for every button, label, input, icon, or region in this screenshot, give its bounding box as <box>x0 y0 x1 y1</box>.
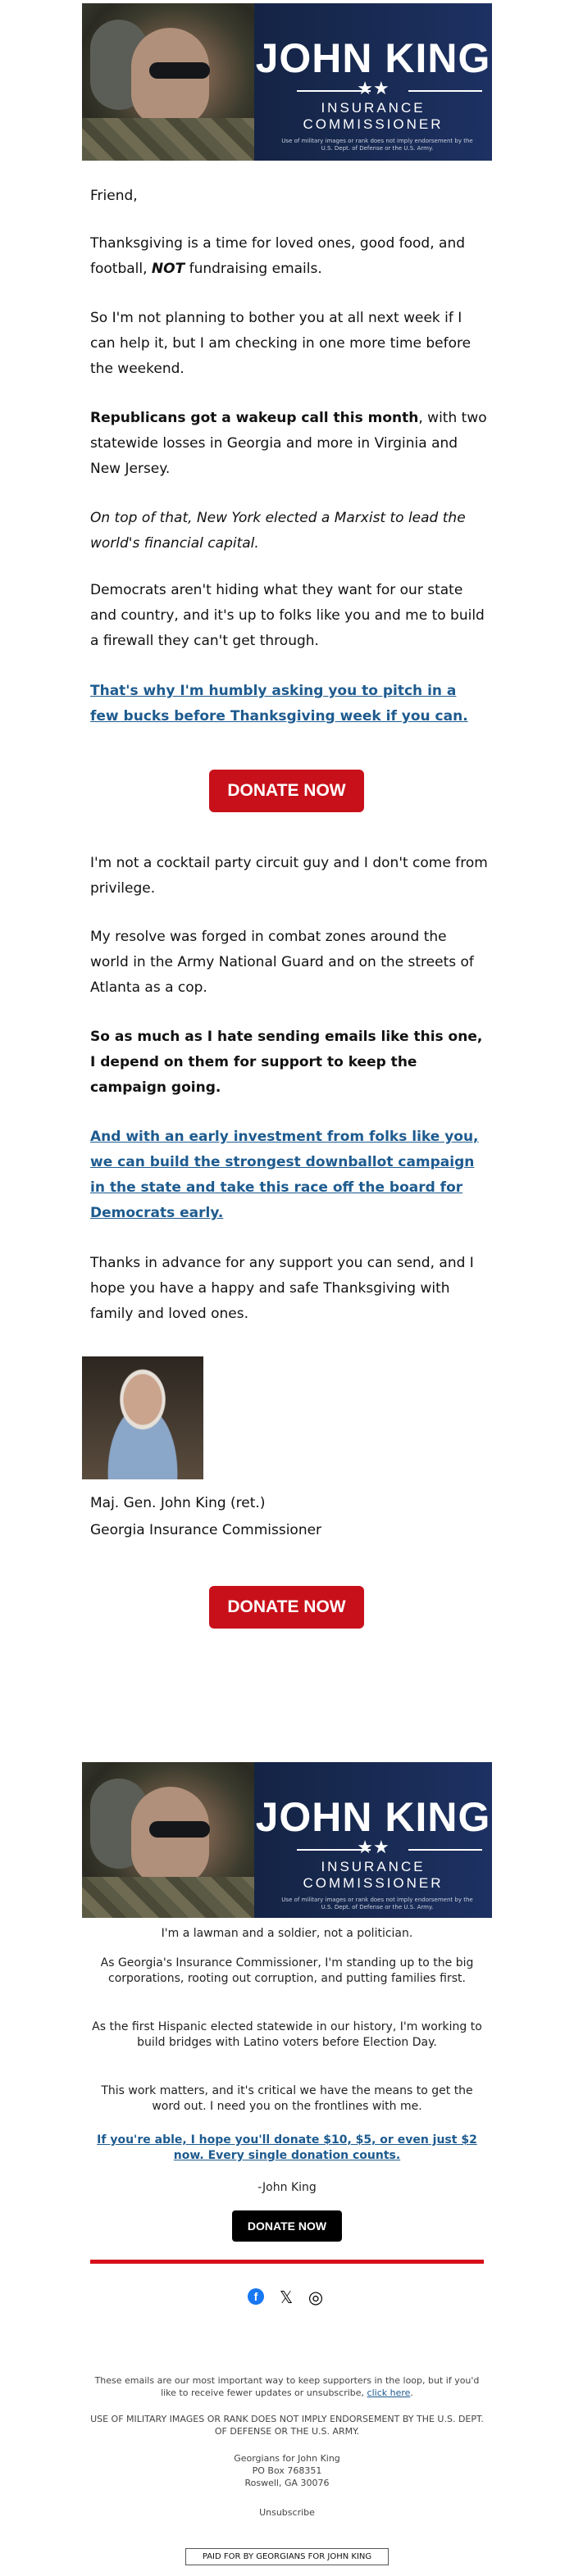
footer-stars-icon: ★★ <box>357 1838 390 1858</box>
greeting: Friend, <box>90 188 138 204</box>
appeal-link-paragraph <box>90 679 488 729</box>
facebook-icon[interactable] <box>246 2288 266 2307</box>
paragraph-privilege: I'm not a cocktail party circuit guy and I don't come from privilege. <box>90 855 488 897</box>
appeal-link-2[interactable]: And with an early investment from folks like you, we can build the strongest downballot campaign in the state and take this race off the board for Democrats early. <box>90 1129 479 1221</box>
footer-hispanic: As the first Hispanic elected statewide in our history, I'm working to build bridges with Latino voters before Election Day. <box>92 2020 482 2049</box>
svg-text:f: f <box>253 2290 258 2303</box>
header-banner <box>82 3 492 161</box>
footer-banner-name: JOHN KING <box>255 1794 491 1840</box>
signature-name: Maj. Gen. John King (ret.) <box>90 1495 266 1511</box>
paragraph-firewall: Democrats aren't hiding what they want for our state and country, and it's up to folks like you and me to build a firewall they can't get through. <box>90 582 485 649</box>
click-here-link[interactable]: click here <box>367 2387 411 2398</box>
candidate-photo-2 <box>82 1762 254 1918</box>
not-emphasis: NOT <box>151 261 185 277</box>
paragraph-resolve: My resolve was forged in combat zones around the world in the Army National Guard and on the streets of Atlanta as a cop. <box>90 929 474 996</box>
footer-divider <box>90 2260 484 2264</box>
city-address: Roswell, GA 30076 <box>244 2478 330 2488</box>
appeal-link-1[interactable]: That's why I'm humbly asking you to pitch in a few bucks before Thanksgiving week if you can. <box>90 683 468 725</box>
po-box: PO Box 768351 <box>252 2465 322 2476</box>
banner-disclaimer: Use of military images or rank does not imply endorsement by the U.S. Dept. of Defense or the U.S. Army. <box>281 138 473 152</box>
unsubscribe-link[interactable]: Unsubscribe <box>259 2507 315 2518</box>
instagram-icon[interactable]: ◎ <box>308 2288 324 2307</box>
paragraph-new-york: On top of that, New York elected a Marxist to lead the world's financial capital. <box>90 510 466 552</box>
footer-frontlines: This work matters, and it's critical we have the means to get the word out. I need you on the frontlines with me. <box>101 2084 473 2113</box>
paragraph-thanks: Thanks in advance for any support you can send, and I hope you have a happy and safe Thanksgiving with family and loved ones. <box>90 1255 474 1322</box>
banner-name: JOHN KING <box>255 35 491 81</box>
footer-donate-link[interactable]: If you're able, I hope you'll donate $10, $5, or even just $2 now. Every single donation counts. <box>97 2133 477 2162</box>
donate-button[interactable]: DONATE NOW <box>209 770 364 812</box>
paid-for-box: PAID FOR BY GEORGIANS FOR JOHN KING <box>185 2548 389 2565</box>
org-name: Georgians for John King <box>234 2453 340 2464</box>
paragraph-checking-in: So I'm not planning to bother you at all next week if I can help it, but I am checking in one more time before the weekend. <box>90 310 472 377</box>
footer-donate-button[interactable]: DONATE NOW <box>232 2210 342 2242</box>
signature-title: Georgia Insurance Commissioner <box>90 1522 322 1538</box>
military-disclaimer: USE OF MILITARY IMAGES OR RANK DOES NOT IMPLY ENDORSEMENT BY THE U.S. DEPT. OF DEFENSE OR THE U.S. ARMY. <box>90 2414 484 2437</box>
footer-banner-title: INSURANCE COMMISSIONER <box>303 1859 444 1891</box>
paragraph-depend: So as much as I hate sending emails like this one, I depend on them for support to keep the campaign going. <box>90 1029 483 1096</box>
footer-banner <box>82 1762 492 1918</box>
footer-banner-disclaimer: Use of military images or rank does not imply endorsement by the U.S. Dept. of Defense or the U.S. Army. <box>281 1897 473 1910</box>
paragraph-thanksgiving: Thanksgiving is a time for loved ones, good food, and football, NOT fundraising emails. <box>90 235 466 277</box>
footer-lawman: I'm a lawman and a soldier, not a politician. <box>161 1927 413 1940</box>
banner-title: INSURANCE COMMISSIONER <box>303 100 444 132</box>
appeal-link-paragraph-2 <box>90 1124 488 1226</box>
footer-link-paragraph <box>90 2133 484 2164</box>
footer-signoff: -John King <box>257 2181 317 2194</box>
email-preferences-note: These emails are our most important way to keep supporters in the loop, but if you'd like to receive fewer updates or unsubscribe, click here. <box>94 2375 480 2398</box>
footer-commissioner: As Georgia's Insurance Commissioner, I'm standing up to the big corporations, rooting out corruption, and putting families first. <box>100 1956 474 1985</box>
paragraph-wakeup: Republicans got a wakeup call this month, with two statewide losses in Georgia and more in Virginia and New Jersey. <box>90 410 487 477</box>
x-icon[interactable]: 𝕏 <box>279 2288 294 2307</box>
donate-button-2[interactable]: DONATE NOW <box>209 1586 364 1629</box>
candidate-portrait <box>82 1356 203 1479</box>
candidate-photo <box>82 3 254 161</box>
stars-icon: ★★ <box>357 79 390 99</box>
